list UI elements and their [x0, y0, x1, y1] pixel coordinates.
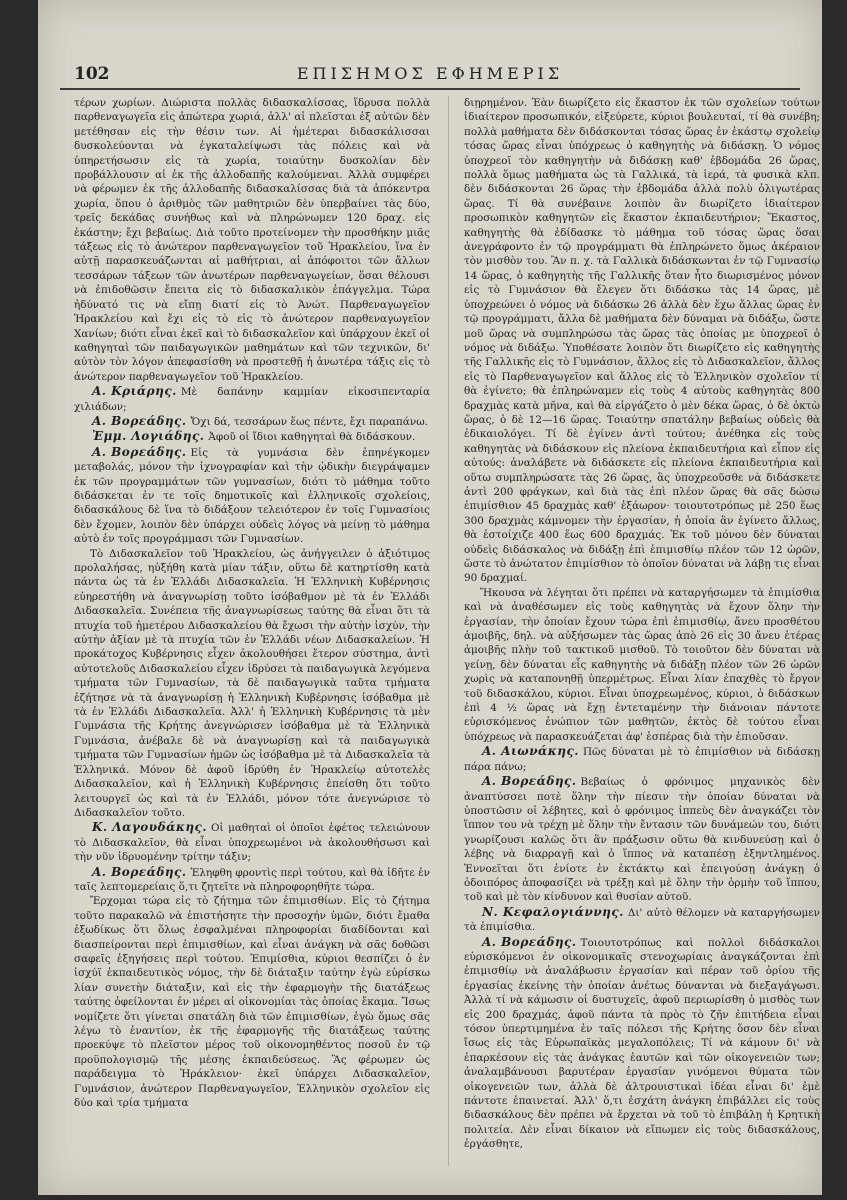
speech-paragraph — [74, 820, 430, 864]
paragraph-text: τέρων χωρίων. Διώριστα πολλὰς διδασκαλίσσας, ἵδρυσα πολλὰ παρθεναγωγεῖα εἰς ἀπώτερα χωριά, ἀλλ' αἱ πλεῖσται ἐξ αὐτῶν δὲν μετέθησαν εἰς τὴν θέσιν των. Αἱ ἡμέτεραι διδασκάλισσαι δυσκολεύονται νὰ ἐγκαταλείψωσι τὰς πόλεις καὶ νὰ ὑπηρετήσωσιν εἰς τὰ χωρία, τοιαύτην δυσκολίαν δὲν προβάλλουσιν αἱ ἐκ τῆς ἀλλοδαπῆς καλούμεναι. Ἀλλὰ συμφέρει νὰ φέρωμεν ἐκ τῆς ἀλλοδαπῆς διδασκαλίσσας διὰ τὰ ἀπόκεντρα χωρία, ὅπου ὁ ἀριθμὸς τῶν μαθητριῶν δὲν ὑπερβαίνει τὰς δύο, τρεῖς δεκάδας συνήθως καὶ νὰ πληρώνωμεν 120 δραχ. εἰς ἑκάστην; ἔχι βεβαίως. Διὰ τοῦτο προτείνομεν τὴν προσθήκην μιᾶς τάξεως εἰς τὸ ἀνώτερον παρθεναγωγεῖον τοῦ Ἡρακλείου, ἵνα ἐν αὐτῇ παρασκευάζωνται αἱ μαθήτριαι, αἱ ἀπόφοιτοι τῶν ἄλλων τεσσάρων τάξεων τῶν ἀνωτέρων παρθεναγωγείων, ὅσαι θέλουσι νὰ ἐπιδοθῶσιν ἔπειτα εἰς τὸ διδασκαλικὸν ἐπάγγελμα. Τώρα ἠδύνατό τις νὰ εἴπῃ διατί εἰς τὸ Ἀνώτ. Παρθεναγωγεῖον Ἡρακλείου καὶ ἔχι εἰς τὸ εἰς τὸ ἀνώτερον παρθεναγωγεῖον Χανίων; διότι εἶναι ἐκεῖ καὶ τὸ διδασκαλεῖον καὶ ὑπάρχουν ἐκεῖ οἱ καθηγηταὶ τῶν παιδαγωγικῶν μαθημάτων καὶ τῶν τεχνικῶν, δι' αὐτὸν τὸν λόγον ἀπεφασίσθη νὰ προστεθῇ ἡ ἀνωτέρα τάξις εἰς τὸ ἀνώτερον παρθεναγωγεῖον τοῦ Ἡρακλείου. — [74, 97, 430, 383]
speech-paragraph — [74, 865, 430, 895]
speech-paragraph — [464, 744, 820, 774]
speaker-name: Α. Βορεάδης. — [92, 864, 187, 879]
speech-paragraph — [74, 445, 430, 547]
text-paragraph — [74, 547, 430, 821]
newspaper-page — [38, 0, 822, 1195]
paragraph-text: διῃρημένον. Ἐὰν διωρίζετο εἰς ἕκαστον ἐκ τῶν σχολείων τούτων ἰδιαίτερον προσωπικόν, εἰξεύρετε, κύριοι βουλευταί, τί θὰ συνέβη; πολλὰ μαθήματα δὲν διδάσκονται τόσας ὥρας ἐν ἑκάστῳ σχολείῳ τόσας ὥρας εἶναι ὑπόχρεως ὁ καθηγητὴς νὰ διδάσκῃ. Ὁ νόμος ὑποχρεοῖ τὸν καθηγητὴν νὰ διδάσκῃ καθ' ἑβδομάδα 26 ὥρας, πολλὰ ὅμως μαθήματα ὡς τὰ Γαλλικά, τὰ ἱερά, τὰ φυσικὰ κλπ. δὲν διδάσκονται 26 ὥρας τὴν ἑβδομάδα ἀλλὰ πολὺ ὀλιγωτέρας ὥρας. Τί θὰ συνέβαινε λοιπὸν ἂν διωρίζετο ἰδιαίτερον προσωπικὸν καθηγητῶν εἰς ἕκαστον ἐκπαιδευτήριον; Ἕκαστος, καθηγητὴς θὰ ἐδίδασκε τὸ μάθημα τοῦ τόσας ὥρας ὅσαι ἀνεγράφοντο ἐν τῷ προγράμματι θὰ ἐπληρώνετο ὅμως ἀκέραιον τὸν μισθὸν του. Ἂν π. χ. τὰ Γαλλικὰ διδάσκωνται ἐν τῷ Γυμνασίῳ 14 ὥρας, ὁ καθηγητὴς τῆς Γαλλικῆς ὅταν ἦτο διωρισμένος μόνον εἰς τὸ Γυμνάσιον θὰ ἔλεγεν ὅτι διδάσκω τὰς 14 ὥρας, μὲ ὑποχρεώνει ὁ νόμος νὰ διδάσκω 26 ἀλλὰ δὲν ἔχω ἄλλας ὥρας ἐν τῷ προγράμματι, ἄλλα δὲ μαθήματα δὲν δύναμαι νὰ διδάξω, ὥστε μοῦ ὥρας νὰ συμπληρώσω τὰς ὥρας τὰς ὁποίας με ὑποχρεοῖ ὁ νόμος νὰ διδάξω. Ὑποθέσατε λοιπὸν ὅτι διωρίζετο εἰς καθηγητὴς τῆς Γαλλικῆς εἰς τὸ Γυμνάσιον, ἄλλος εἰς τὸ Διδασκαλεῖον, ἄλλος εἰς τὸ Παρθεναγωγεῖον καὶ ἄλλος εἰς τὸ Ἑλληνικὸν σχολεῖον τί θὰ ἐγίνετο; θὰ ἐπληρώναμεν εἰς τοὺς 4 αὐτοὺς καθηγητὰς 800 δραχμὰς κατὰ μῆνα, καὶ θὰ εἰργάζετο ὁ μὲν δέκα ὥρας, ὁ δὲ ὀκτὼ ὥρας, ὁ δὲ 12—16 ὥρας. Τοιαύτην σπατάλην βεβαίως οὐδεὶς θὰ ἐδικαιολόγει. Τί δὲ ἐγίνεν ἀντὶ τούτου; ἀνέθηκα εἰς τοὺς καθηγητὰς νὰ διδάσκουν εἰς πλείονα ἐκπαιδευτήρια καὶ εἶπον εἰς αὐτούς: ἀναλάβετε νὰ διδάσκετε εἰς πλείονα ἐκπαιδευτήρια καὶ οὕτω συμπληρώσατε τὰς 26 ὥρας, ἃς ὑποχρεοῦσθε νὰ διδάσκετε ἀντὶ 200 φράγκων, καὶ διὰ τὰς ἐπὶ πλέον ὥρας θὰ σᾶς δώσω ἐπιμίσθιον 45 δραχμὰς καθ' ἑξάωρον· τοιουτοτρόπως μὲ 250 ἕως 300 δραχμὰς κάμνομεν τὴν ἐργασίαν, ἡ ὁποία ἂν ἐγίνετο ἄλλως, θὰ ἐστοίχιζε 400 ἕως 600 δραχμάς. Ἐκ τοῦ μόνου δὲν δύναται οὐδεὶς διδάσκαλος νὰ διδάξῃ ἐπὶ ἐπιμισθίῳ πλέον τῶν 12 ὡρῶν, ὥστε τὸ ἀνώτατον ἐπιμίσθιον τὸ ὁποῖον δύναται νὰ λάβῃ τις εἶναι 90 δραχμαί. — [464, 97, 820, 585]
speaker-name: Α. Βορεάδης. — [92, 413, 187, 428]
paragraph-text: Οἱ μαθηταὶ οἱ ὁποῖοι ἐφέτος τελειώνουν τὸ Διδασκαλεῖον, θὰ εἶναι ὑποχρεωμένοι νὰ ἀκολουθήσωσι καὶ τὴν νῦν ἱδρυομένην τρίτην τάξιν; — [74, 822, 430, 864]
speaker-name: Ν. Κεφαλογιάννης. — [482, 904, 624, 919]
paragraph-text: Τὸ Διδασκαλεῖον τοῦ Ἡρακλείου, ὡς ἀνήγγειλεν ὁ ἀξιότιμος προλαλήσας, ηὐξήθη κατὰ μίαν τάξιν, οὕτω δὲ κατηρτίσθη κατὰ πάντα ὡς τὰ ἐν Ἑλλάδι Διδασκαλεῖα. Ἡ Ἑλληνικὴ Κυβέρνησις εὐηρεστήθη νὰ ἀναγνωρίσῃ τοῦτο ἰσόβαθμον μὲ τὰ ἐν Ἑλλάδι Διδασκαλεῖα. Συνέπεια τῆς ἀναγνωρίσεως ταύτης θὰ εἶναι ὅτι τὰ πτυχία τοῦ ἡμετέρου Διδασκαλείου θὰ ἔχωσι τὴν αὐτὴν ἰσχύν, τὴν αὐτὴν ἀξίαν μὲ τὰ πτυχία τῶν ἐν Ἑλλάδι νέων Διδασκαλείων. Ἡ προκάτοχος Κυβέρνησις εἶχεν ἀκολουθήσει ἕτερον σύστημα, ἀντὶ αὐτοτελοῦς Διδασκαλείου εἶχεν ἱδρύσει τὰ παιδαγωγικὰ λεγόμενα τμήματα τῶν Γυμνασίων, τὰ δὲ παιδαγωγικὰ ταῦτα τμήματα ἐζήτησε νὰ τὰ ἀναγνωρίσῃ ἡ Ἑλληνικὴ Κυβέρνησις ἰσόβαθμα μὲ τὰ ἐν Ἑλλάδι Διδασκαλεῖα. Ἀλλ' ἡ Ἑλληνικὴ Κυβέρνησις τὰ μὲν Γυμνάσια τῆς Κρήτης ἀνεγνώρισεν ἰσόβαθμα μὲ τὰ Ἑλληνικὰ Γυμνάσια, ἀνέβαλε δὲ νὰ ἀναγνωρίσῃ καὶ τὰ παιδαγωγικὰ τμήματα τῶν Γυμνασίων ἡμῶν ὡς ἰσόβαθμα μὲ τὰ Διδασκαλεῖα τὰ Ἑλληνικά. Μόνον δὲ ἀφοῦ ἱδρύθη ἐν Ἡρακλείῳ αὐτοτελὲς Διδασκαλεῖον, καὶ ἡ Ἑλληνικὴ Κυβέρνησις ἐπείσθη ὅτι τοῦτο λειτουργεῖ ὡς καὶ τὰ ἐν Ἑλλάδι, μόνον τότε ἀνεγνώρισε τὸ Διδασκαλεῖον τοῦτο. — [74, 547, 430, 819]
speaker-name: Α. Βορεάδης. — [482, 934, 577, 949]
paragraph-text: Πῶς δύναται μὲ τὸ ἐπιμίσθιον νὰ διδάσκῃ πάρα πάνω; — [464, 746, 820, 773]
speech-paragraph — [464, 905, 820, 935]
text-paragraph — [74, 96, 430, 384]
left-column — [74, 96, 430, 1166]
journal-title: ΕΠΙΣΗΜΟΣ ΕΦΗΜΕΡΙΣ — [296, 64, 564, 83]
speaker-name: Α. Κριάρης. — [92, 384, 177, 399]
paragraph-text: Ἐληφθη φροντὶς περὶ τούτου, καὶ θὰ ἰδῆτε ἐν ταῖς λεπτομερείαις ὅ,τι ζητεῖτε νὰ πληροφορηθῆτε τώρα. — [74, 866, 430, 893]
column-divider — [448, 96, 449, 1166]
paragraph-text: Ἔρχομαι τώρα εἰς τὸ ζήτημα τῶν ἐπιμισθίων. Εἰς τὸ ζήτημα τοῦτο παρακαλῶ νὰ ἐπιστήσητε τὴν προσοχήν ὑμῶν, διότι ἔμαθα ἐξωδίκως ὅτι ὅλως ἐσφαλμέναι πληροφορίαι διαδίδονται καὶ διασπείρονται περὶ ἐπιμισθίων, καὶ εἶναι ἀνάγκη νὰ σᾶς δοθῶσι σαφεῖς ἐξηγήσεις περὶ τούτου. Ἐπιμίσθια, κύριοι θεσπίζει ὁ ἐν ἰσχύϊ ἐκπαιδευτικὸς νόμος, τὴν δὲ διάταξιν ταύτην ἐγὼ εὑρίσκω λίαν συνετὴν διάταξιν, καὶ εἰς τὴν ἐφαρμογὴν τῆς διατάξεως ταύτης ὀφείλονται ἐν μέρει αἱ οἰκονομίαι τὰς ὁποίας ἔκαμα. Ἴσως νομίζετε ὅτι γίνεται σπατάλη διὰ τῶν ἐπιμισθίων, ἐγὼ ὅμως σᾶς λέγω τὸ ἐναντίον, ἐκ τῆς ἐφαρμογῆς τῆς διατάξεως ταύτης προεκύψε τὸ πλεῖστον μέρος τοῦ οἰκονομηθέντος ποσοῦ ἐν τῷ προϋπολογισμῷ τῆς μέσης ἐκπαιδεύσεως. Ἂς φέρωμεν ὡς παράδειγμα τὸ Ἡράκλειον· ἐκεῖ ὑπάρχει Διδασκαλεῖον, Γυμνάσιον, ἀνώτερον Παρθεναγωγεῖον, Ἑλληνικὸν σχολεῖον εἰς δύο καὶ τρία τμήματα — [74, 895, 430, 1110]
speaker-name: Α. Αιωνάκης. — [482, 744, 579, 759]
speaker-name: Κ. Λαγουδάκης. — [92, 820, 208, 835]
speech-paragraph — [74, 414, 430, 429]
speech-paragraph — [464, 935, 820, 1152]
speaker-name: Α. Βορεάδης. — [92, 444, 187, 459]
speech-paragraph — [74, 384, 430, 414]
text-paragraph — [464, 96, 820, 586]
paragraph-text: Δι' αὐτὸ θέλομεν νὰ καταργήσωμεν τὰ ἐπιμίσθια. — [464, 906, 820, 934]
paragraph-text: Εἰς τὰ γυμνάσια δὲν ἐπηνέγκομεν μεταβολάς, μόνον τὴν ἰχνογραφίαν καὶ τὴν ᾠδικὴν διεγράψαμεν ἐκ τῶν προγραμμάτων τῶν γυμνασίων, διότι τὸ μάθημα τοῦτο διδάσκεται ἐν τε τοῖς δημοτικοῖς καὶ ἑλληνικοῖς σχολείοις, διδασκάλους δὲ ἵνα τὸ διδάξουν τελειότερον ἐν τοῖς Γυμνασίοις δὲν ἔχομεν, λοιπὸν δὲν ὑπάρχει οὐδεὶς λόγος νὰ μείνῃ τὸ μάθημα αὐτὸ ἐν τοῖς προγράμμασι τῶν Γυμνασίων. — [74, 446, 430, 546]
speech-paragraph — [464, 774, 820, 905]
speech-paragraph — [74, 429, 430, 444]
speaker-name: Ἐμμ. Λογιάδης. — [92, 429, 205, 444]
paragraph-text: Τοιουτοτρόπως καὶ πολλοὶ διδάσκαλοι εὑρισκόμενοι ἐν οἰκονομικαῖς στενοχωρίαις ἀναγκάζονται ἐπὶ ἐπιμισθίῳ νὰ ἀναλάβωσιν ἐργασίαν καὶ πέραν τοῦ ὁρίου τῆς ἐργασίας ἐκείνης τὴν ὁποίαν ἀνέτως δύνανται νὰ διεξαγάγωσι. Ἀλλὰ τί νὰ κάμωσιν οἱ δυστυχεῖς, ἀφοῦ περιωρίσθη ὁ μισθὸς των εἰς 200 δραχμάς, ἀφοῦ πάντα τὰ πρὸς τὸ ζῆν ἐπιτήδεια εἶναι τόσον ὑπερτιμημένα ἐν ταῖς πόλεσι τῆς Κρήτης ὅσον δὲν εἶναι ἴσως εἰς τὰς Εὐρωπαϊκὰς μεγαλοπόλεις; Τί νὰ κάμουν δι' νὰ ἐπαρκέσουν εἰς τὰς ἀνάγκας ἑαυτῶν καὶ τῶν οἰκογενειῶν των; ἀναλαμβάνουσι βαρυτέραν ἐργασίαν γινόμενοι θύματα τῶν οἰκογενειῶν των, ἀλλὰ δὲ ἀλτρουιστικαὶ ἰδέαι εἶναι δι' ἐμὲ πάντοτε ἐπαινεταί. Ἀλλ' ὅ,τι ἐσχάτη ἀνάγκη ἐπιβάλλει εἰς τοὺς διδασκάλους δὲν πρέπει νὰ ἔρχεται νὰ τοῦ τὸ ἐπιβάλῃ ἡ Κρητικὴ πολιτεία. Δὲν εἶναι δίκαιον νὰ εἴπωμεν εἰς τοὺς διδασκάλους, ἐργάσθητε, — [464, 936, 820, 1151]
paragraph-text: Ἤκουσα νὰ λέγηται ὅτι πρέπει νὰ καταργήσωμεν τὰ ἐπιμίσθια καὶ νὰ ἀναθέσωμεν εἰς τοὺς καθηγητὰς νὰ ἔχουν ὅλην τὴν ἐργασίαν, τὴν ὁποίαν ἔχουν τώρα ἐπὶ ἐπιμισθίῳ, ἄνευ προσθέτου ἀμοιβῆς, δηλ. νὰ αὐξήσωμεν τὰς ὥρας ἀπὸ 26 εἰς 30 ἄνευ ἑτέρας ἀμοιβῆς πλὴν τοῦ τακτικοῦ μισθοῦ. Τὸ τοιοῦτον δὲν δύναται νὰ γείνῃ, δὲν δύναται εἷς καθηγητὴς νὰ διδάξῃ πλέον τῶν 26 ὡρῶν χωρὶς νὰ καταπονηθῇ ὑπερμέτρως. Εἶναι λίαν ἐπαχθὲς τὸ ἔργον τοῦ διδασκάλου, κύριοι. Εἶναι ὑποχρεωμένος, κύριοι, ὁ διδάσκων ἐπὶ 4 ½ ὥρας νὰ ἔχῃ ἐντεταμένην τὴν διάνοιαν πάντοτε εὑρισκόμενος ἐνώπιον τῶν μαθητῶν, ἐκτὸς δὲ τούτου εἶναι ὑπόχρεως νὰ παρασκευάζεται ἀφ' ἑσπέρας διὰ τὴν ἐπιοῦσαν. — [464, 586, 820, 743]
text-paragraph — [74, 894, 430, 1110]
right-column — [464, 96, 820, 1166]
paragraph-text: Ὄχι δά, τεσσάρων ἕως πέντε, ἔχι παραπάνω. — [190, 415, 428, 428]
paragraph-text: Βεβαίως ὁ φρόνιμος μηχανικὸς δὲν ἀναπτύσσει ποτὲ ὅλην τὴν πίεσιν τὴν ὁποίαν δύναται νὰ ὑποστῶσιν οἱ λέβητες, καὶ ὁ φρόνιμος ἱππεὺς δὲν ἀναγκάζει τὸν ἵππον του νὰ τρέχῃ μὲ ὅλην τὴν ἔντασιν τῶν δυνάμεών του, διότι γνωρίζουσι καλῶς ὅτι ἂν πράξωσιν οὕτω θὰ κινδυνεύσῃ καὶ ὁ λέβης νὰ διαρραγῇ καὶ ὁ ἵππος νὰ καταπέσῃ ἐξηντλημένος. Ἐννοεῖται ὅτι ἐνίοτε ἐν ἐκτάκτῳ καὶ ἐπειγούσῃ ἀνάγκῃ ὁ ὁδοιπόρος ἀποφασίζει νὰ τρέξῃ καὶ μὲ ὅλην τὴν ὁρμὴν τοῦ ἵππου, τοῦ καὶ μὲ τὸν κίνδυνον καὶ θυσίαν αὐτοῦ. — [464, 776, 820, 904]
page-number: 102 — [74, 64, 110, 84]
text-paragraph — [464, 586, 820, 744]
speaker-name: Α. Βορεάδης. — [482, 774, 577, 789]
paragraph-text: Ἀφοῦ οἱ ἴδιοι καθηγηταὶ θὰ διδάσκουν. — [208, 431, 416, 444]
page-header — [60, 62, 800, 90]
paragraph-text: Μὲ δαπάνην καμμίαν εἰκοσιπενταρία χιλιάδων; — [74, 386, 430, 413]
